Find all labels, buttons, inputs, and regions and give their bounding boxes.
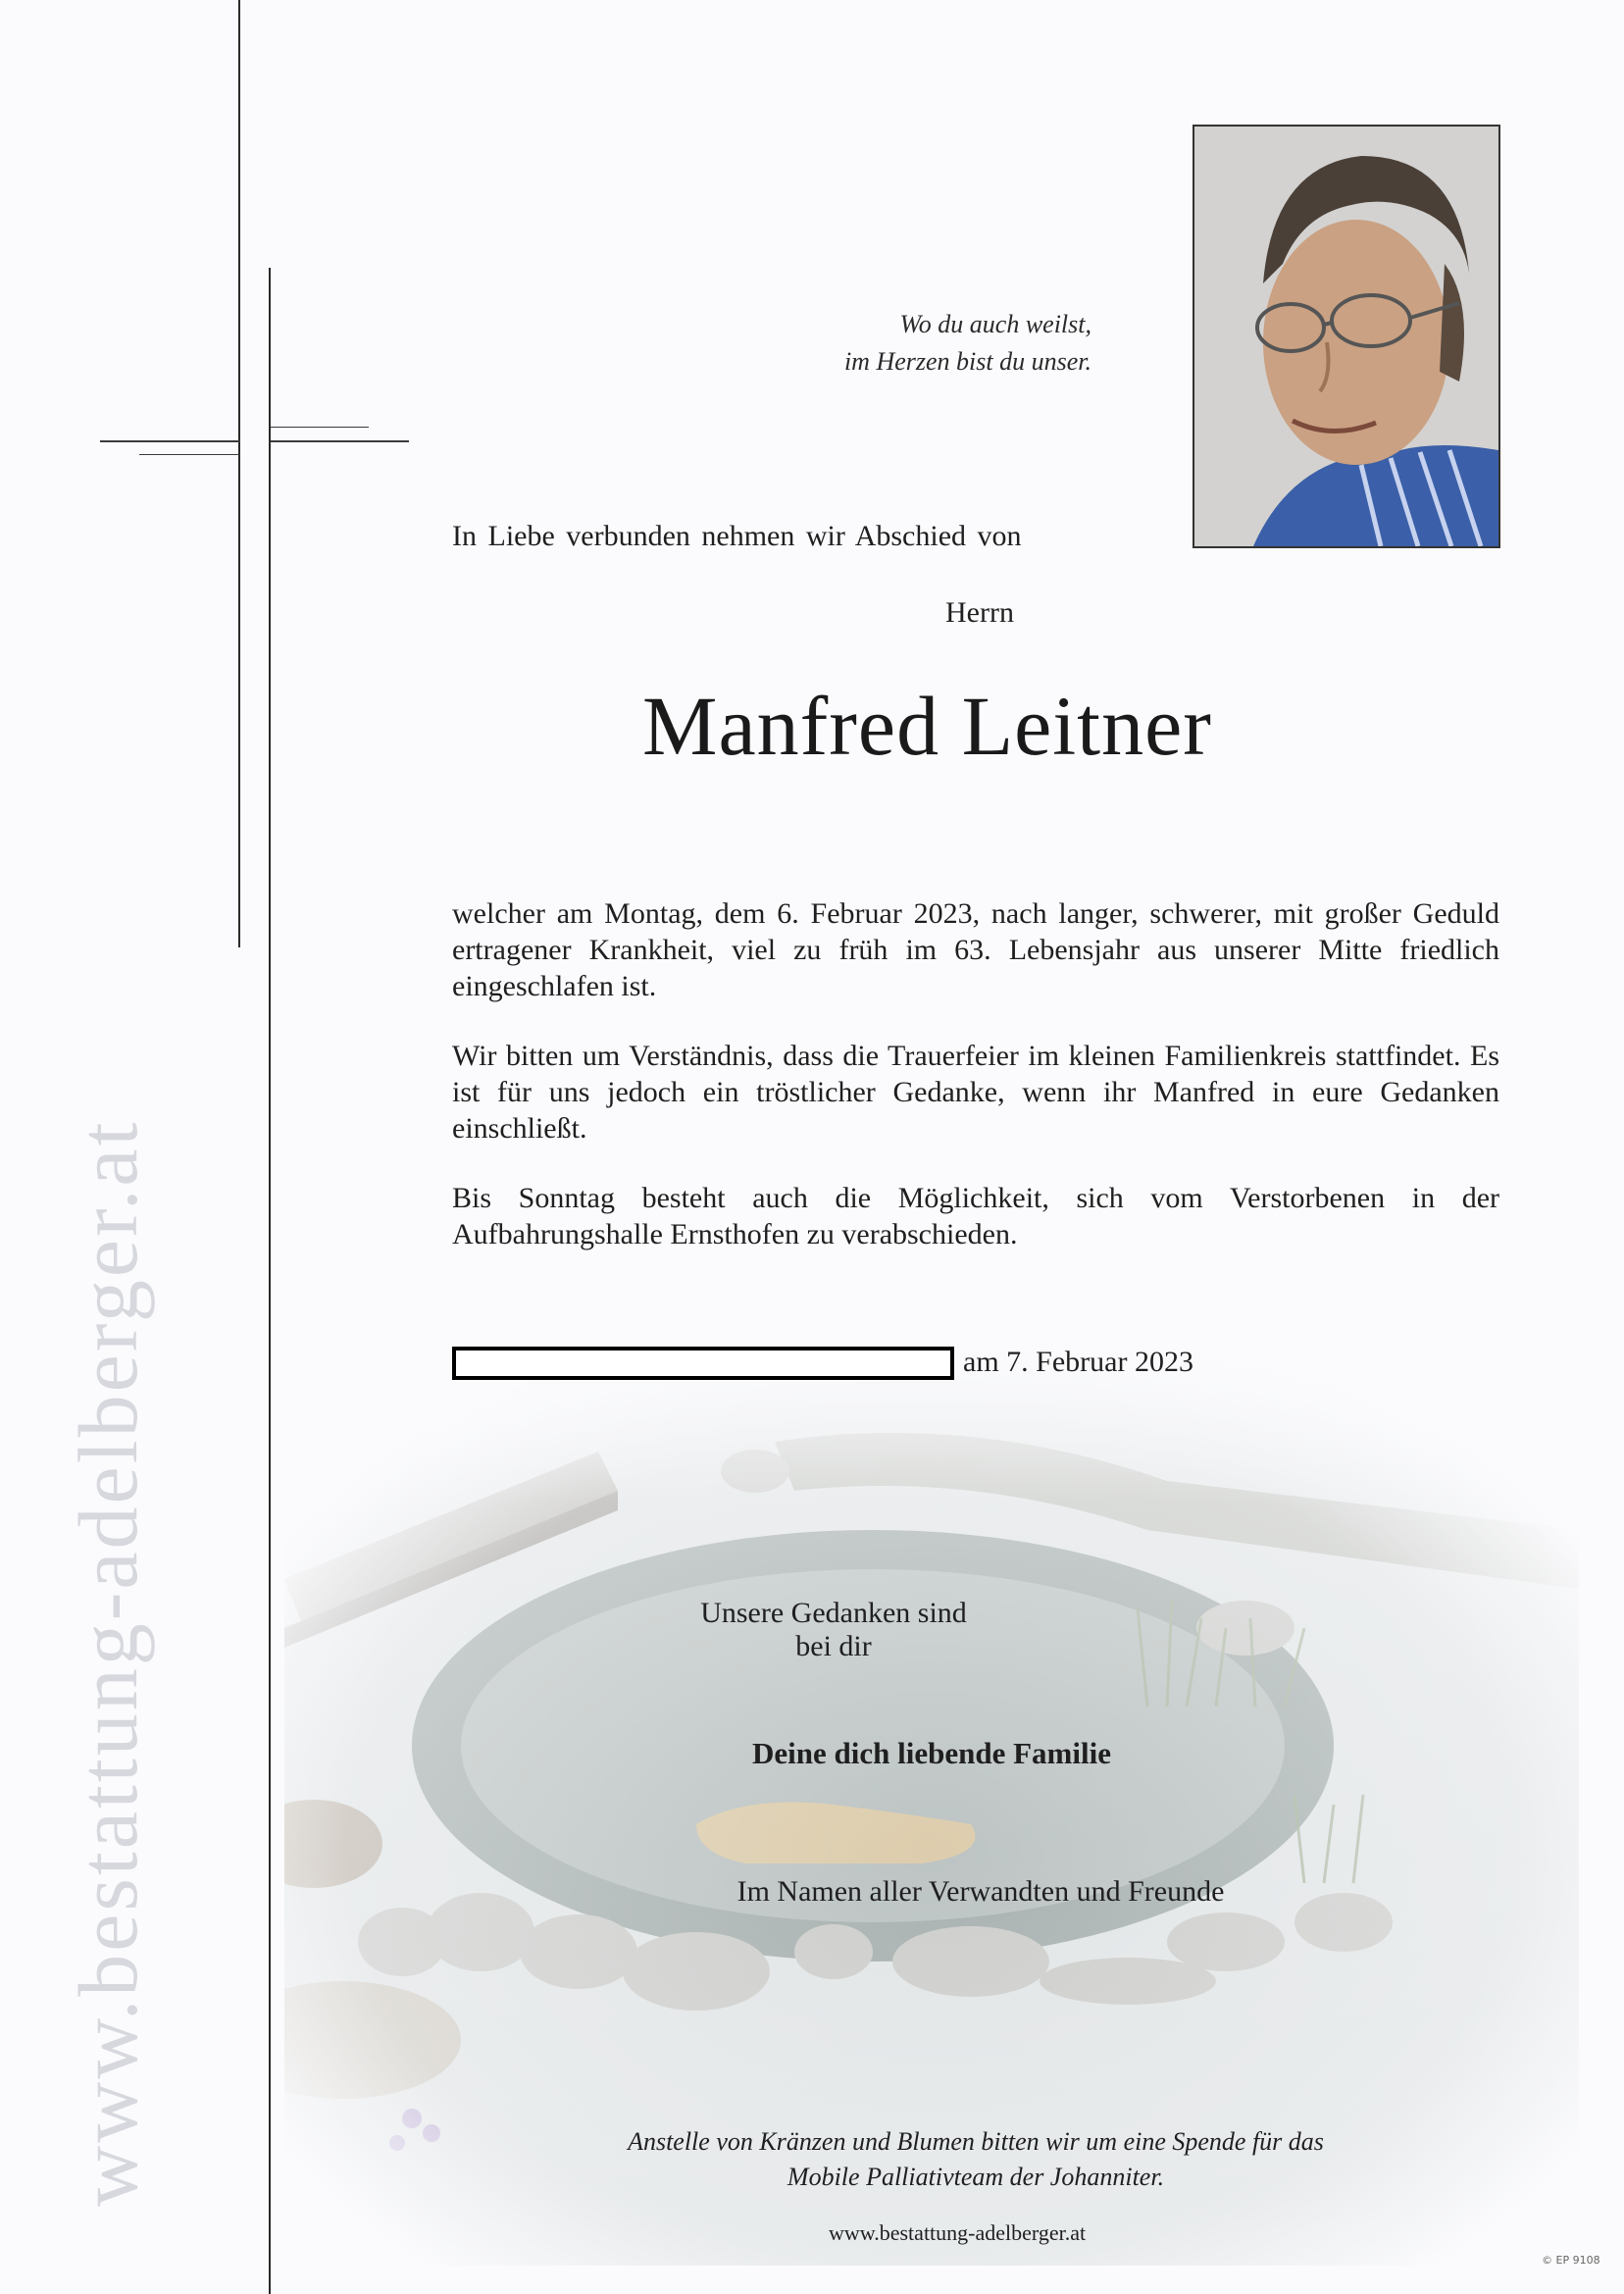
cross-vertical-left xyxy=(238,0,240,947)
cross-horizontal-left-top xyxy=(100,440,240,442)
date-line: am 7. Februar 2023 xyxy=(963,1346,1193,1378)
portrait-photo xyxy=(1193,125,1500,548)
copyright-code: © EP 9108 xyxy=(1542,2254,1600,2267)
memorial-quote xyxy=(844,306,1091,381)
donation-line-2: Mobile Palliativteam der Johanniter. xyxy=(787,2163,1165,2191)
cross-vertical-right xyxy=(269,268,271,2294)
paragraph-funeral-info: Wir bitten um Verständnis, dass die Trauerfeier im kleinen Familienkreis stattfindet. Es ist für uns jedoch ein tröstlicher Gedanke, wenn ihr Manfred in eure Gedanken einschließt. xyxy=(452,1040,1499,1145)
donation-request xyxy=(588,2124,1363,2195)
donation-line-1: Anstelle von Kränzen und Blumen bitten wir um eine Spende für das xyxy=(628,2127,1324,2156)
cross-horizontal-right-bottom xyxy=(271,440,409,442)
quote-line-1: Wo du auch weilst, xyxy=(899,310,1091,338)
cross-horizontal-left-bottom xyxy=(139,454,240,455)
closing-relatives: Im Namen aller Verwandten und Freunde xyxy=(736,1875,1225,1908)
website-link[interactable]: www.bestattung-adelberger.at xyxy=(829,2220,1087,2245)
closing-family: Deine dich liebende Familie xyxy=(752,1736,1111,1770)
portrait-illustration xyxy=(1194,127,1498,546)
cross-horizontal-right-top xyxy=(271,427,369,428)
quote-line-2: im Herzen bist du unser. xyxy=(843,347,1091,376)
closing-thoughts: Unsere Gedanken sind bei dir xyxy=(700,1597,967,1662)
intro-text: In Liebe verbunden nehmen wir Abschied von xyxy=(452,520,1022,552)
sidebar-watermark: www.bestattung-adelberger.at xyxy=(61,1119,155,2207)
redaction-box xyxy=(452,1347,954,1380)
paragraph-viewing-info: Bis Sonntag besteht auch die Möglichkeit, sich vom Verstorbenen in der Aufbahrungshalle Ernsthofen zu verabschieden. xyxy=(452,1182,1499,1250)
salutation: Herrn xyxy=(945,596,1014,629)
paragraph-death-notice: welcher am Montag, dem 6. Februar 2023, nach langer, schwerer, mit großer Geduld ertragener Krankheit, viel zu früh im 63. Lebensjahr aus unserer Mitte friedlich eingeschlafen ist. xyxy=(452,897,1499,1002)
deceased-name: Manfred Leitner xyxy=(642,679,1212,773)
